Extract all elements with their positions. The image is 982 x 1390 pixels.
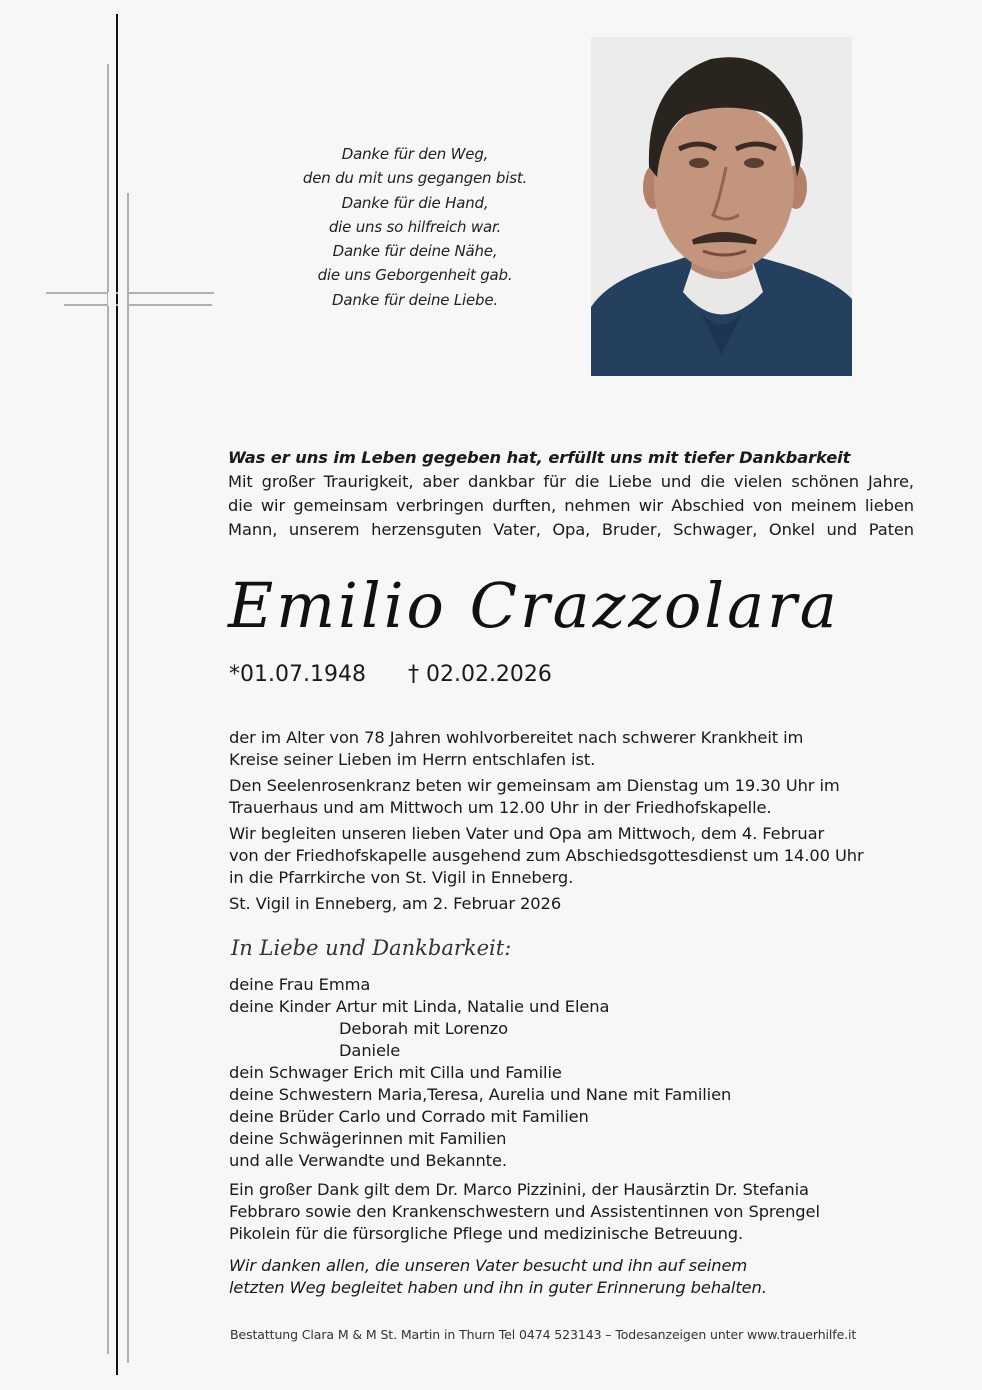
intro-text: [228, 446, 928, 542]
intro-lead: Was er uns im Leben gegeben hat, erfüllt uns mit tiefer Dankbarkeit: [228, 448, 851, 467]
thanks-line: Pikolein für die fürsorgliche Pflege und medizinische Betreuung.: [229, 1224, 744, 1243]
poem-line: Danke für den Weg,: [341, 145, 489, 163]
poem-line: den du mit uns gegangen bist.: [302, 169, 528, 188]
cross-bottom-horizontal-line: [64, 304, 212, 306]
thanks-line: Febbraro sowie den Krankenschwestern und Assistentinnen von Sprengel: [229, 1202, 820, 1221]
body-line: Kreise seiner Lieben im Herrn entschlafen ist.: [229, 750, 596, 769]
closing-line: letzten Weg begleitet haben und ihn in guter Erinnerung behalten.: [229, 1278, 767, 1297]
deceased-name: Emilio Crazzolara: [228, 569, 840, 642]
mourner-line: deine Kinder Artur mit Linda, Natalie und Elena: [229, 997, 610, 1016]
cross-gap-right: [118, 292, 127, 306]
mourner-line: deine Brüder Carlo und Corrado mit Familien: [229, 1107, 589, 1126]
mourner-line: und alle Verwandte und Bekannte.: [229, 1151, 507, 1170]
announcement-body: [229, 727, 909, 919]
paragraph-age: [229, 727, 909, 771]
mourners-list: [229, 974, 731, 1172]
life-dates: [229, 660, 552, 690]
birth-date: *01.07.1948: [229, 662, 366, 687]
portrait-illustration: [591, 37, 852, 376]
intro-line: Mann, unserem herzensguten Vater, Opa, Bruder, Schwager, Onkel und Paten: [228, 520, 914, 539]
body-line: Trauerhaus und am Mittwoch um 12.00 Uhr in der Friedhofskapelle.: [229, 798, 772, 817]
mourner-line: Daniele: [339, 1041, 401, 1060]
closing-paragraph: [229, 1255, 767, 1299]
cross-left-vertical-line: [107, 64, 109, 1354]
poem-line: Danke für die Hand,: [341, 193, 489, 212]
mourner-line: deine Schwägerinnen mit Familien: [229, 1129, 507, 1148]
poem: [250, 142, 580, 312]
mourner-line: deine Frau Emma: [229, 975, 371, 994]
mourner-line: dein Schwager Erich mit Cilla und Familie: [229, 1063, 562, 1082]
portrait-photo: [591, 37, 852, 376]
poem-line: die uns so hilfreich war.: [328, 217, 502, 236]
poem-line: die uns Geborgenheit gab.: [317, 266, 513, 285]
closing-line: Wir danken allen, die unseren Vater besucht und ihn auf seinem: [229, 1256, 748, 1275]
cross-gap-left: [108, 292, 116, 306]
death-date: † 02.02.2026: [407, 662, 552, 687]
poem-line: Danke für deine Liebe.: [332, 290, 498, 309]
body-line: Den Seelenrosenkranz beten wir gemeinsam am Dienstag um 19.30 Uhr im: [229, 776, 840, 795]
paragraph-funeral: [229, 823, 909, 889]
footer-funeral-home: Bestattung Clara M & M St. Martin in Thurn Tel 0474 523143 – Todesanzeigen unter www.trauerhilfe.it: [230, 1327, 857, 1342]
body-line: von der Friedhofskapelle ausgehend zum Abschiedsgottesdienst um 14.00 Uhr: [229, 846, 864, 865]
intro-line: Mit großer Traurigkeit, aber dankbar für die Liebe und die vielen schönen Jahre,: [228, 472, 914, 491]
cross-main-vertical-line: [116, 14, 118, 1375]
thanks-line: Ein großer Dank gilt dem Dr. Marco Pizzinini, der Hausärztin Dr. Stefania: [229, 1180, 809, 1199]
place-date: St. Vigil in Enneberg, am 2. Februar 2026: [229, 894, 562, 913]
thanks-paragraph: [229, 1179, 909, 1245]
body-line: Wir begleiten unseren lieben Vater und Opa am Mittwoch, dem 4. Februar: [229, 824, 825, 843]
dankbarkeit-heading: In Liebe und Dankbarkeit:: [231, 936, 512, 960]
paragraph-rosary: [229, 775, 909, 819]
body-line: der im Alter von 78 Jahren wohlvorbereitet nach schwerer Krankheit im: [229, 728, 804, 747]
mourner-line: Deborah mit Lorenzo: [339, 1019, 508, 1038]
cross-right-vertical-line: [127, 193, 129, 1363]
body-line: in die Pfarrkirche von St. Vigil in Enneberg.: [229, 868, 574, 887]
poem-line: Danke für deine Nähe,: [332, 242, 498, 261]
mourner-line: deine Schwestern Maria,Teresa, Aurelia und Nane mit Familien: [229, 1085, 732, 1104]
intro-line: die wir gemeinsam verbringen durften, nehmen wir Abschied von meinem lieben: [228, 496, 914, 515]
cross-top-horizontal-line: [46, 292, 214, 294]
